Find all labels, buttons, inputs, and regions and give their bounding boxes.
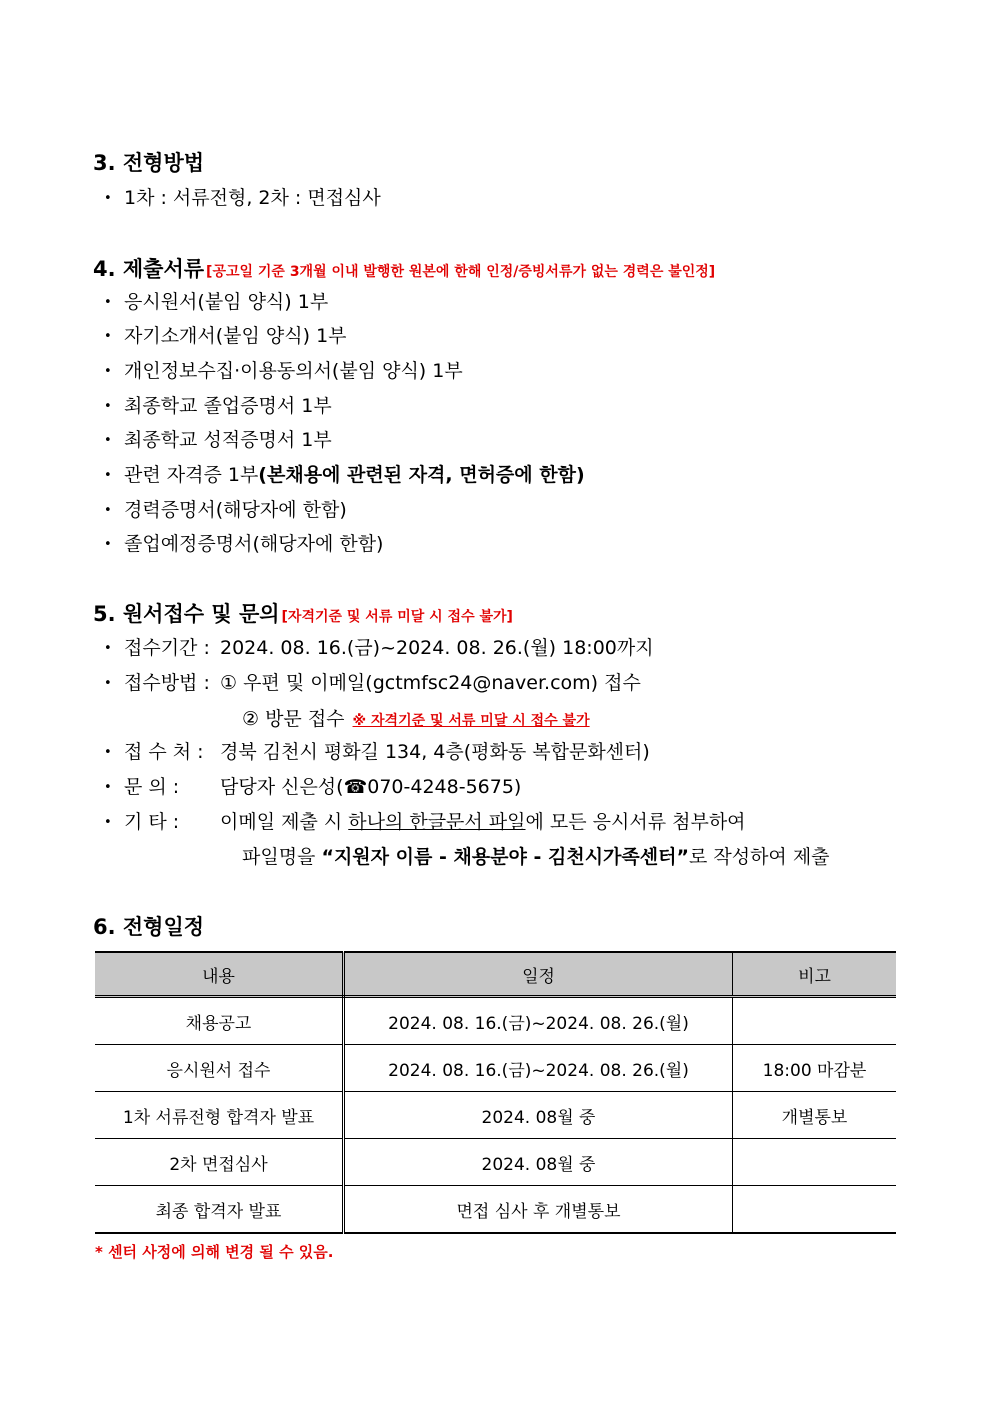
bullet-icon: •: [104, 537, 112, 552]
table-cell: 응시원서 접수: [95, 1045, 344, 1092]
bullet-icon: •: [104, 676, 112, 691]
list-item-etc: • 기 타 : 이메일 제출 시 하나의 한글문서 파일에 모든 응시서류 첨부하여: [104, 811, 746, 833]
table-row: [95, 1045, 896, 1092]
list-item: • 개인정보수집·이용동의서(붙임 양식) 1부: [104, 360, 463, 382]
bullet-icon: •: [104, 364, 112, 379]
column-header: 일정: [344, 952, 733, 997]
table-cell: 2차 면접심사: [95, 1139, 344, 1186]
bullet-icon: •: [104, 641, 112, 656]
table-row: [95, 1139, 896, 1186]
bullet-icon: •: [104, 329, 112, 344]
list-item: • 최종학교 성적증명서 1부: [104, 429, 332, 451]
method-visit-note: ※ 자격기준 및 서류 미달 시 접수 불가: [352, 713, 590, 729]
schedule-footnote: * 센터 사정에 의해 변경 될 수 있음.: [95, 1243, 334, 1261]
table-cell: 2024. 08. 16.(금)~2024. 08. 26.(월): [344, 1045, 733, 1092]
list-item-inquiry: • 문 의 : 담당자 신은성(☎070-4248-5675): [104, 776, 522, 798]
table-row: [95, 1186, 896, 1234]
table-row: [95, 997, 896, 1045]
table-header-row: [95, 952, 896, 997]
table-row: [95, 1092, 896, 1139]
table-cell: 최종 합격자 발표: [95, 1186, 344, 1234]
table-cell: 2024. 08. 16.(금)~2024. 08. 26.(월): [344, 997, 733, 1045]
section-3-title: 3. 전형방법: [93, 151, 205, 175]
section-4-note: [공고일 기준 3개월 이내 발행한 원본에 한해 인정/증빙서류가 없는 경력은 불인정]: [206, 264, 716, 280]
table-cell: 2024. 08월 중: [344, 1139, 733, 1186]
table-cell: 면접 심사 후 개별통보: [344, 1186, 733, 1234]
table-cell: [733, 1186, 897, 1234]
bullet-icon: •: [104, 468, 112, 483]
list-item: • 경력증명서(해당자에 한함): [104, 499, 347, 521]
bullet-icon: •: [104, 815, 112, 830]
table-cell: 1차 서류전형 합격자 발표: [95, 1092, 344, 1139]
table-cell: [733, 1139, 897, 1186]
table-cell: 개별통보: [733, 1092, 897, 1139]
column-header: 내용: [95, 952, 344, 997]
list-item-place: • 접 수 처 : 경북 김천시 평화길 134, 4층(평화동 복합문화센터): [104, 741, 650, 763]
column-header: 비고: [733, 952, 897, 997]
bullet-icon: •: [104, 433, 112, 448]
section-4-title: 4. 제출서류 [공고일 기준 3개월 이내 발행한 원본에 한해 인정/증빙서류가 없는 경력은 불인정]: [93, 257, 716, 281]
list-item: • 졸업예정증명서(해당자에 한함): [104, 533, 384, 555]
list-item-period: • 접수기간 : 2024. 08. 16.(금)~2024. 08. 26.(월) 18:00까지: [104, 637, 654, 659]
section-5-note: [자격기준 및 서류 미달 시 접수 불가]: [281, 609, 513, 625]
table-cell: [733, 997, 897, 1045]
bullet-icon: •: [104, 503, 112, 518]
list-item: • 1차 : 서류전형, 2차 : 면접심사: [104, 187, 381, 209]
etc-filename-line: 파일명을 “지원자 이름 - 채용분야 - 김천시가족센터”로 작성하여 제출: [242, 846, 830, 868]
list-item: • 자기소개서(붙임 양식) 1부: [104, 325, 347, 347]
bullet-icon: •: [104, 399, 112, 414]
table-cell: 18:00 마감분: [733, 1045, 897, 1092]
table-cell: 2024. 08월 중: [344, 1092, 733, 1139]
list-item: • 최종학교 졸업증명서 1부: [104, 395, 332, 417]
list-item: • 응시원서(붙임 양식) 1부: [104, 291, 329, 313]
schedule-table: [95, 951, 896, 1234]
section-6-title: 6. 전형일정: [93, 915, 205, 939]
bullet-icon: •: [104, 745, 112, 760]
bullet-icon: •: [104, 780, 112, 795]
bullet-icon: •: [104, 295, 112, 310]
section-5-title: 5. 원서접수 및 문의 [자격기준 및 서류 미달 시 접수 불가]: [93, 602, 513, 626]
method-visit: ② 방문 접수 ※ 자격기준 및 서류 미달 시 접수 불가: [242, 708, 590, 730]
list-item-method: • 접수방법 : ① 우편 및 이메일(gctmfsc24@naver.com) 접수: [104, 672, 641, 694]
table-cell: 채용공고: [95, 997, 344, 1045]
list-item: • 관련 자격증 1부(본채용에 관련된 자격, 면허증에 한함): [104, 464, 585, 486]
bullet-icon: •: [104, 191, 112, 206]
